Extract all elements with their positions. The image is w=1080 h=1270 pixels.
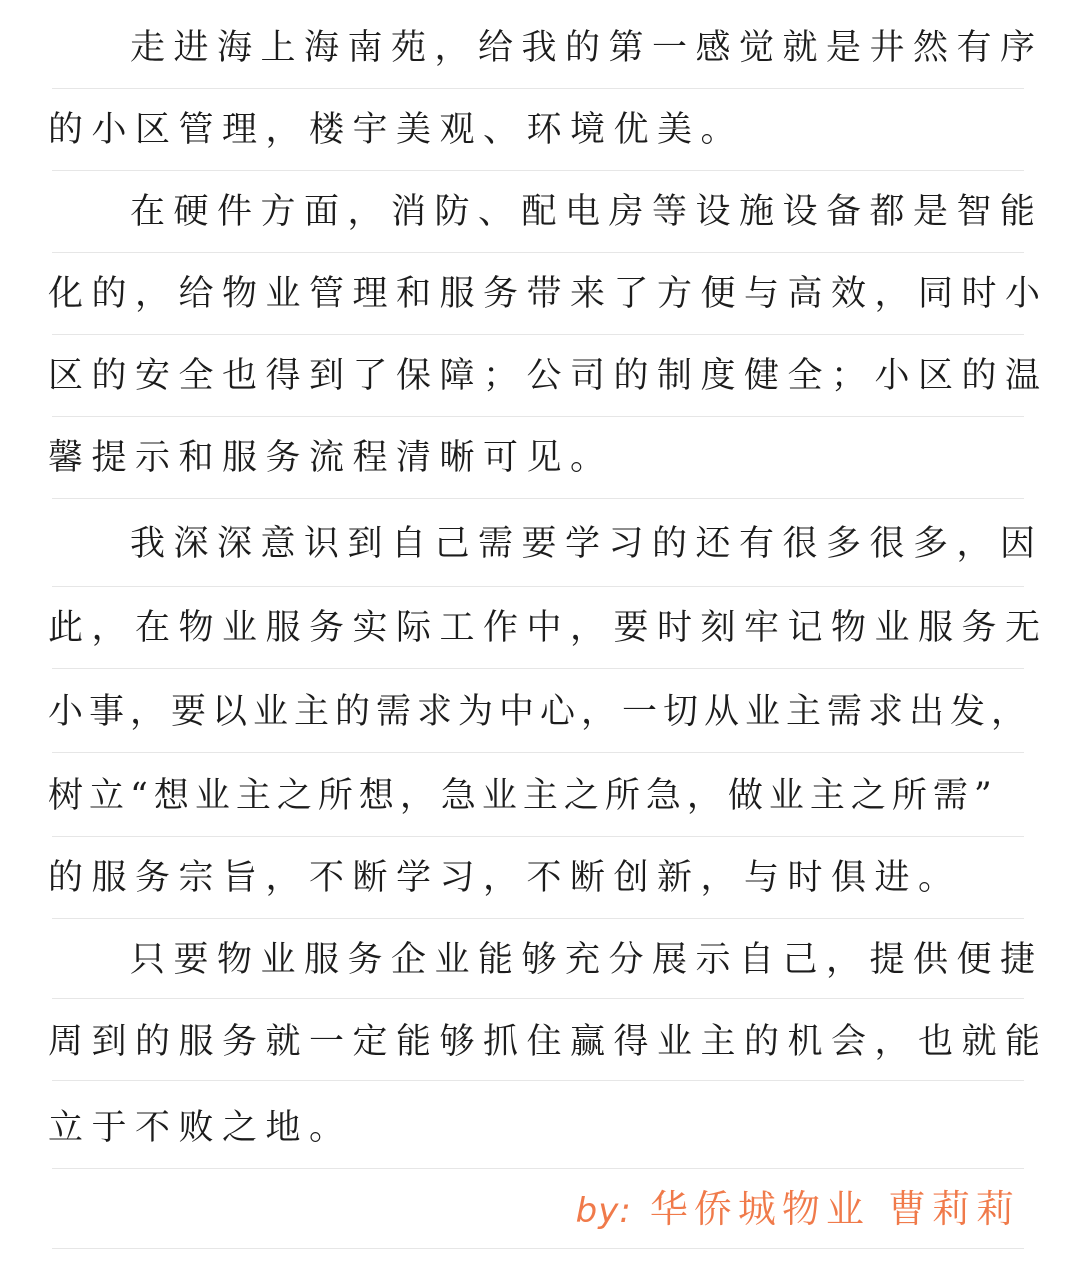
ruled-line: [52, 586, 1024, 587]
signature: [576, 1184, 1020, 1236]
signature-text: 华侨城物业 曹莉莉: [649, 1187, 1020, 1231]
text-line: 馨提示和服务流程清晰可见。: [48, 438, 614, 478]
ruled-line: [52, 334, 1024, 335]
text-line: 小事，要以业主的需求为中心，一切从业主需求出发，: [48, 692, 1033, 732]
ruled-line: [52, 668, 1024, 669]
ruled-line: [52, 1248, 1024, 1249]
text-line: 树立“想业主之所想，急业主之所急，做业主之所需”: [48, 776, 998, 816]
ruled-line: [52, 1080, 1024, 1081]
ruled-line: [52, 170, 1024, 171]
ruled-line: [52, 752, 1024, 753]
text-line: 此，在物业服务实际工作中，要时刻牢记物业服务无: [48, 608, 1049, 648]
ruled-line: [52, 88, 1024, 89]
text-line: 区的安全也得到了保障；公司的制度健全；小区的温: [48, 356, 1049, 396]
ruled-line: [52, 416, 1024, 417]
text-line: 周到的服务就一定能够抓住赢得业主的机会，也就能: [48, 1022, 1049, 1062]
text-line: 化的，给物业管理和服务带来了方便与高效，同时小: [48, 274, 1049, 314]
text-line: 的服务宗旨，不断学习，不断创新，与时俱进。: [48, 858, 962, 898]
ruled-line: [52, 836, 1024, 837]
signature-prefix: by:: [575, 1191, 632, 1231]
text-line: 在硬件方面，消防、配电房等设施设备都是智能: [130, 192, 1044, 232]
text-line: 的小区管理，楼宇美观、环境优美。: [48, 110, 745, 150]
ruled-line: [52, 498, 1024, 499]
ruled-line: [52, 998, 1024, 999]
text-line: 立于不败之地。: [48, 1108, 353, 1148]
ruled-line: [52, 918, 1024, 919]
text-line: 我深深意识到自己需要学习的还有很多很多，因: [130, 524, 1044, 564]
ruled-line: [52, 252, 1024, 253]
ruled-line: [52, 1168, 1024, 1169]
text-line: 走进海上海南苑，给我的第一感觉就是井然有序: [130, 28, 1044, 68]
text-line: 只要物业服务企业能够充分展示自己，提供便捷: [130, 940, 1044, 980]
